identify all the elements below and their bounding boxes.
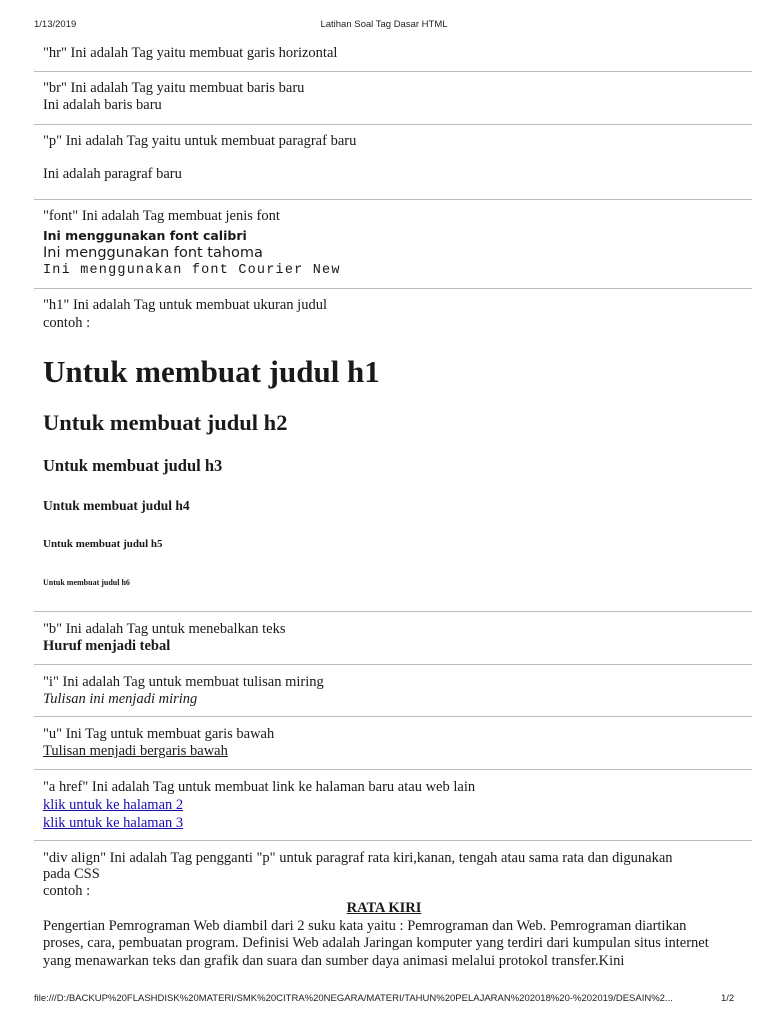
page-title: Latihan Soal Tag Dasar HTML [320, 19, 448, 30]
underline-example: Tulisan menjadi bergaris bawah [43, 743, 228, 759]
hr-description: "hr" Ini adalah Tag yaitu membuat garis horizontal [43, 45, 338, 61]
br-description: "br" Ini adalah Tag yaitu membuat baris baru [43, 80, 305, 96]
underline-description: "u" Ini Tag untuk membuat garis bawah [43, 726, 275, 742]
font-tahoma-example: Ini menggunakan font tahoma [43, 245, 263, 261]
divider [34, 769, 752, 770]
divider [34, 71, 752, 72]
divider [34, 611, 752, 612]
link-page-3[interactable]: klik untuk ke halaman 3 [43, 815, 184, 831]
font-description: "font" Ini adalah Tag membuat jenis font [43, 208, 280, 224]
heading-h1-example: Untuk membuat judul h1 [43, 354, 380, 389]
link-page-2[interactable]: klik untuk ke halaman 2 [43, 797, 184, 813]
div-description-line1: "div align" Ini adalah Tag pengganti "p" untuk paragraf rata kiri,kanan, tengah atau sama rata dan digunakan [43, 850, 673, 866]
bold-description: "b" Ini adalah Tag untuk menebalkan teks [43, 621, 286, 637]
p-example: Ini adalah paragraf baru [43, 166, 182, 182]
file-path: file:///D:/BACKUP%20FLASHDISK%20MATERI/SMK%20CITRA%20NEGARA/MATERI/TAHUN%20PELAJARAN%202018%20-%202019/DESAIN%2... [34, 993, 673, 1004]
divider [34, 199, 752, 200]
divider [34, 840, 752, 841]
heading-h2-example: Untuk membuat judul h2 [43, 410, 288, 435]
heading-h6-example: Untuk membuat judul h6 [43, 578, 130, 587]
rata-kiri-paragraph: Pengertian Pemrograman Web diambil dari 2 suku kata yaitu : Pemrograman dan Web. Pemrograman diartikan proses, cara, pembuatan program. Definisi Web adalah Jaringan komputer yang terdiri dari kumpulan situs internet yang menawarkan teks dan grafik dan suara dan sumber daya animasi melalui protokol transfer.Kini [43, 918, 709, 969]
p-description: "p" Ini adalah Tag yaitu untuk membuat paragraf baru [43, 133, 357, 149]
divider [34, 664, 752, 665]
heading-contoh: contoh : [43, 315, 91, 331]
divider [34, 124, 752, 125]
page-number: 1/2 [721, 993, 735, 1004]
div-contoh: contoh : [43, 883, 91, 899]
div-description-line2: pada CSS [43, 866, 100, 882]
italic-example: Tulisan ini menjadi miring [43, 691, 198, 707]
link-description: "a href" Ini adalah Tag untuk membuat link ke halaman baru atau web lain [43, 779, 476, 795]
divider [34, 716, 752, 717]
heading-h4-example: Untuk membuat judul h4 [43, 498, 190, 513]
heading-h3-example: Untuk membuat judul h3 [43, 456, 223, 475]
rata-kiri-heading: RATA KIRI [346, 900, 422, 916]
divider [34, 288, 752, 289]
br-example: Ini adalah baris baru [43, 97, 162, 113]
italic-description: "i" Ini adalah Tag untuk membuat tulisan miring [43, 674, 324, 690]
heading-description: "h1" Ini adalah Tag untuk membuat ukuran judul [43, 297, 327, 313]
font-courier-example: Ini menggunakan font Courier New [43, 263, 341, 278]
print-date: 1/13/2019 [34, 19, 77, 30]
heading-h5-example: Untuk membuat judul h5 [43, 538, 163, 550]
font-calibri-example: Ini menggunakan font calibri [43, 228, 247, 243]
bold-example: Huruf menjadi tebal [43, 638, 171, 654]
